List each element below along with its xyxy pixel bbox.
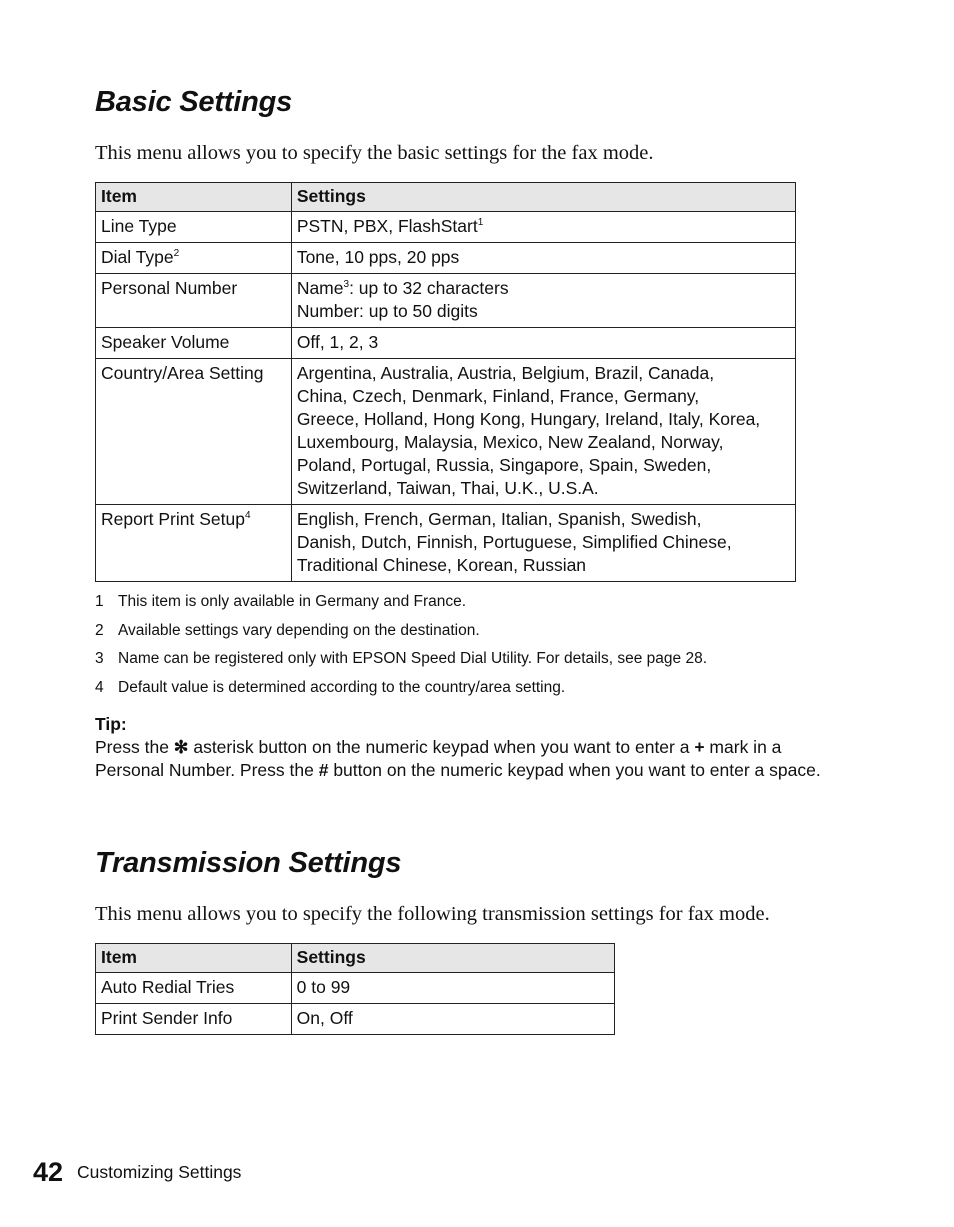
item-label: Country/Area Setting — [101, 363, 264, 383]
item-cell — [96, 274, 292, 328]
table-row — [96, 505, 796, 582]
column-header-item: Item — [96, 944, 292, 973]
settings-line: Luxembourg, Malaysia, Mexico, New Zealand, Norway, — [296, 432, 724, 452]
item-cell: Auto Redial Tries — [96, 973, 292, 1004]
column-header-item: Item — [96, 183, 292, 212]
settings-text: PSTN, PBX, FlashStart — [296, 216, 478, 236]
basic-settings-intro: This menu allows you to specify the basic settings for the fax mode. — [95, 142, 654, 164]
table-row — [96, 1004, 615, 1035]
footnote — [95, 674, 707, 703]
tip-label: Tip: — [95, 714, 127, 734]
settings-line: English, French, German, Italian, Spanish, Swedish, — [296, 509, 702, 529]
settings-cell: On, Off — [291, 1004, 614, 1035]
settings-cell — [291, 274, 795, 328]
basic-settings-table — [95, 182, 796, 582]
tip-text-part: asterisk button on the numeric keypad when you want to enter a — [188, 737, 695, 757]
table-row — [96, 359, 796, 505]
item-cell — [96, 505, 292, 582]
settings-text: Off, 1, 2, 3 — [296, 332, 379, 352]
tip-box — [95, 713, 825, 782]
item-cell: Print Sender Info — [96, 1004, 292, 1035]
transmission-settings-table — [95, 943, 615, 1035]
footnote-number: 4 — [95, 678, 104, 696]
table-row — [96, 212, 796, 243]
settings-line: Greece, Holland, Hong Kong, Hungary, Ireland, Italy, Korea, — [296, 409, 761, 429]
item-cell — [96, 328, 292, 359]
asterisk-symbol: ✻ — [173, 737, 189, 757]
tip-text — [95, 736, 825, 782]
settings-line: Switzerland, Taiwan, Thai, U.K., U.S.A. — [296, 478, 599, 498]
settings-cell — [291, 328, 795, 359]
footnote-text: This item is only available in Germany and France. — [118, 593, 467, 611]
footnote — [95, 645, 707, 674]
footnote-number: 2 — [95, 621, 104, 639]
page-footer — [33, 1157, 241, 1188]
footnote — [95, 617, 707, 646]
settings-text: Tone, 10 pps, 20 pps — [296, 247, 460, 267]
table-row — [96, 328, 796, 359]
settings-cell — [291, 359, 795, 505]
section-title: Customizing Settings — [77, 1162, 242, 1182]
item-label: Personal Number — [101, 278, 238, 298]
settings-line: Argentina, Australia, Austria, Belgium, Brazil, Canada, — [296, 363, 715, 383]
item-cell — [96, 243, 292, 274]
transmission-settings-intro: This menu allows you to specify the following transmission settings for fax mode. — [95, 903, 770, 925]
plus-symbol: + — [694, 737, 705, 757]
footnote-ref: 2 — [173, 248, 180, 259]
table-row — [96, 243, 796, 274]
item-cell — [96, 212, 292, 243]
footnote-text: Available settings vary depending on the destination. — [118, 621, 480, 639]
footnote-text: Default value is determined according to the country/area setting. — [118, 678, 566, 696]
item-label: Report Print Setup — [101, 509, 245, 529]
item-label: Dial Type — [101, 247, 174, 267]
item-cell — [96, 359, 292, 505]
column-header-settings: Settings — [291, 944, 614, 973]
settings-line: Danish, Dutch, Finnish, Portuguese, Simplified Chinese, — [296, 532, 732, 552]
footnote-number: 3 — [95, 650, 104, 668]
item-label: Speaker Volume — [101, 332, 230, 352]
settings-cell — [291, 243, 795, 274]
tip-text-part: mark in a Personal Number. Press the — [95, 737, 782, 780]
settings-cell: 0 to 99 — [291, 973, 614, 1004]
settings-text: Number: up to 50 digits — [296, 301, 478, 321]
footnote — [95, 588, 707, 617]
settings-line: China, Czech, Denmark, Finland, France, Germany, — [296, 386, 700, 406]
page-number: 42 — [33, 1157, 64, 1187]
table-row — [96, 973, 615, 1004]
table-header-row — [96, 944, 615, 973]
settings-cell — [291, 505, 795, 582]
footnotes — [95, 588, 707, 702]
footnote-number: 1 — [95, 593, 104, 611]
column-header-settings: Settings — [291, 183, 795, 212]
tip-text-part: button on the numeric keypad when you want to enter a space. — [328, 760, 821, 780]
settings-text: : up to 32 characters — [349, 278, 509, 298]
settings-cell — [291, 212, 795, 243]
item-label: Line Type — [101, 216, 177, 236]
footnote-ref: 1 — [477, 217, 484, 228]
settings-text: Name — [296, 278, 344, 298]
table-row — [96, 274, 796, 328]
hash-symbol: # — [318, 760, 329, 780]
footnote-ref: 4 — [244, 510, 251, 521]
table-header-row — [96, 183, 796, 212]
transmission-settings-heading: Transmission Settings — [95, 847, 402, 879]
settings-line: Poland, Portugal, Russia, Singapore, Spain, Sweden, — [296, 455, 712, 475]
footnote-ref: 3 — [343, 279, 350, 290]
tip-text-part: Press the — [95, 737, 174, 757]
basic-settings-heading: Basic Settings — [95, 86, 293, 118]
settings-line: Traditional Chinese, Korean, Russian — [296, 555, 587, 575]
footnote-text: Name can be registered only with EPSON Speed Dial Utility. For details, see page 28. — [118, 650, 707, 668]
